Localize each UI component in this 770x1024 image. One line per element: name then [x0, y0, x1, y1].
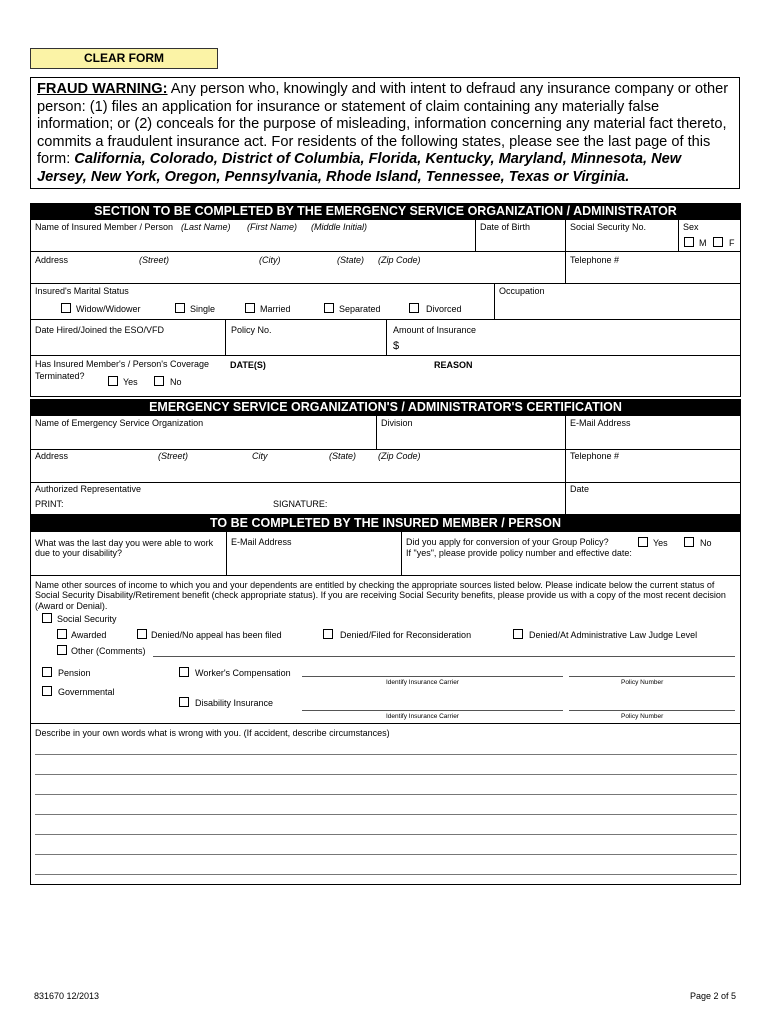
disability-ins-checkbox[interactable] [179, 697, 189, 707]
org-zip-label: (Zip Code) [378, 451, 421, 461]
address-label: Address [35, 255, 69, 265]
single-label: Single [190, 304, 216, 314]
workers-comp-carrier-line[interactable] [302, 676, 563, 677]
divider [565, 482, 566, 515]
page-number: Page 2 of 5 [690, 991, 737, 1001]
first-name-label: (First Name) [247, 222, 297, 232]
occupation-label: Occupation [499, 286, 545, 296]
state-label: (State) [337, 255, 365, 265]
org-city-label: City [252, 451, 268, 461]
print-label: PRINT: [35, 499, 64, 509]
section2-title: EMERGENCY SERVICE ORGANIZATION'S / ADMINISTRATOR'S CERTIFICATION [30, 399, 741, 415]
other-checkbox[interactable] [57, 645, 67, 655]
workers-comp-policy-line[interactable] [569, 676, 735, 677]
other-comments-line[interactable] [153, 656, 735, 657]
org-email-label: E-Mail Address [570, 418, 631, 428]
divider [30, 449, 741, 450]
divider [225, 319, 226, 355]
dob-label: Date of Birth [480, 222, 531, 232]
clear-form-button[interactable]: CLEAR FORM [30, 48, 218, 69]
divider [565, 219, 566, 251]
divider [386, 319, 387, 355]
describe-line[interactable] [35, 854, 737, 855]
disability-ins-label: Disability Insurance [195, 698, 274, 708]
sex-f-label: F [729, 238, 735, 248]
telephone-label: Telephone # [570, 255, 620, 265]
workers-comp-checkbox[interactable] [179, 667, 189, 677]
widow-checkbox[interactable] [61, 303, 71, 313]
denied-recon-checkbox[interactable] [323, 629, 333, 639]
org-address-label: Address [35, 451, 69, 461]
form-id: 831670 12/2013 [34, 991, 100, 1001]
policy-no-label: Policy No. [231, 325, 272, 335]
income-instructions: Name other sources of income to which you and your dependents are entitled by checking the appropriate sources listed below. Please indicate below the current status of Social Security Disability/Retirement benefit (check appropriate status). If you are receiving Social Security benefits, please provide us with a copy of the most recent decision (Award or Denial). [35, 580, 726, 611]
divider [30, 355, 741, 356]
widow-label: Widow/Widower [76, 304, 141, 314]
divorced-checkbox[interactable] [409, 303, 419, 313]
sex-m-label: M [699, 238, 707, 248]
street-label: (Street) [139, 255, 170, 265]
describe-line[interactable] [35, 754, 737, 755]
division-label: Division [381, 418, 413, 428]
workers-comp-label: Worker's Compensation [195, 668, 291, 678]
divider [30, 251, 741, 252]
auth-rep-label: Authorized Representative [35, 484, 142, 494]
city-label: (City) [259, 255, 281, 265]
date-hired-label: Date Hired/Joined the ESO/VFD [35, 325, 165, 335]
conversion-yes-checkbox[interactable] [638, 537, 648, 547]
section3-title: TO BE COMPLETED BY THE INSURED MEMBER / PERSON [30, 515, 741, 531]
divider [30, 575, 741, 576]
denied-recon-label: Denied/Filed for Reconsideration [340, 630, 472, 640]
awarded-checkbox[interactable] [57, 629, 67, 639]
reason-label: REASON [434, 360, 473, 370]
social-security-label: Social Security [57, 614, 117, 624]
describe-line[interactable] [35, 814, 737, 815]
terminated-no-checkbox[interactable] [154, 376, 164, 386]
divider [678, 219, 679, 251]
sex-label: Sex [683, 222, 699, 232]
fraud-warning [30, 77, 740, 189]
org-name-label: Name of Emergency Service Organization [35, 418, 204, 428]
governmental-checkbox[interactable] [42, 686, 52, 696]
terminated-label: Terminated? [35, 371, 85, 381]
divider [30, 283, 741, 284]
fraud-warning-states: California, Colorado, District of Columbia, Florida, Kentucky, Maryland, Minnesota, New Jersey, New York, Oregon, Pennsylvania, Rhode Island, Tennessee, Texas or Virginia. [37, 151, 682, 185]
signature-label: SIGNATURE: [273, 499, 328, 509]
divider [376, 415, 377, 449]
dollar-sign: $ [393, 340, 400, 352]
pension-checkbox[interactable] [42, 667, 52, 677]
awarded-label: Awarded [71, 630, 107, 640]
member-email-label: E-Mail Address [231, 537, 292, 547]
other-label: Other (Comments) [71, 646, 146, 656]
married-checkbox[interactable] [245, 303, 255, 313]
terminated-yes-label: Yes [123, 377, 138, 387]
divider [565, 415, 566, 449]
disability-policy-caption: Policy Number [621, 713, 664, 720]
coverage-question: Has Insured Member's / Person's Coverage [35, 359, 210, 369]
conversion-question: Did you apply for conversion of your Group Policy? [406, 537, 609, 547]
zip-label: (Zip Code) [378, 255, 421, 265]
divider [226, 531, 227, 575]
org-street-label: (Street) [158, 451, 189, 461]
ssn-label: Social Security No. [570, 222, 647, 232]
conversion-no-label: No [700, 538, 712, 548]
insured-name-label: Name of Insured Member / Person [35, 222, 174, 232]
last-day-label: What was the last day you were able to work [35, 538, 214, 548]
conversion-no-checkbox[interactable] [684, 537, 694, 547]
middle-initial-label: (Middle Initial) [311, 222, 368, 232]
cert-date-label: Date [570, 484, 590, 494]
married-label: Married [260, 304, 291, 314]
describe-line[interactable] [35, 834, 737, 835]
terminated-yes-checkbox[interactable] [108, 376, 118, 386]
conversion-yes-label: Yes [653, 538, 668, 548]
pension-label: Pension [58, 668, 91, 678]
last-day-label-2: due to your disability? [35, 548, 123, 558]
fraud-warning-heading: FRAUD WARNING: [37, 81, 168, 97]
separated-label: Separated [339, 304, 381, 314]
separated-checkbox[interactable] [324, 303, 334, 313]
divider [475, 219, 476, 251]
divider [565, 449, 566, 482]
last-name-label: (Last Name) [181, 222, 231, 232]
sex-f-checkbox[interactable] [713, 237, 723, 247]
divider [494, 283, 495, 319]
describe-line[interactable] [35, 774, 737, 775]
divider [30, 723, 741, 724]
divorced-label: Divorced [426, 304, 462, 314]
social-security-checkbox[interactable] [42, 613, 52, 623]
conversion-note: If "yes", please provide policy number and effective date: [406, 548, 632, 558]
describe-line[interactable] [35, 794, 737, 795]
disability-carrier-line[interactable] [302, 710, 563, 711]
marital-status-label: Insured's Marital Status [35, 286, 129, 296]
terminated-no-label: No [170, 377, 182, 387]
denied-alj-label: Denied/At Administrative Law Judge Level [529, 630, 698, 640]
org-telephone-label: Telephone # [570, 451, 620, 461]
describe-label: Describe in your own words what is wrong with you. (If accident, describe circumstances) [35, 728, 390, 738]
section2-box [30, 415, 741, 515]
divider [401, 531, 402, 575]
disability-carrier-caption: Identify Insurance Carrier [386, 713, 459, 720]
org-state-label: (State) [329, 451, 357, 461]
single-checkbox[interactable] [175, 303, 185, 313]
governmental-label: Governmental [58, 687, 115, 697]
describe-line[interactable] [35, 874, 737, 875]
disability-policy-line[interactable] [569, 710, 735, 711]
sex-m-checkbox[interactable] [684, 237, 694, 247]
workers-comp-policy-caption: Policy Number [621, 679, 664, 686]
denied-appeal-checkbox[interactable] [137, 629, 147, 639]
dates-label: DATE(S) [230, 360, 266, 370]
amount-label: Amount of Insurance [393, 325, 477, 335]
fraud-warning-body: Any person who, knowingly and with intent to defraud any insurance company or other person: (1) files an application for insurance or statement of claim containing any materially false information; or (2) conceals for the purpose of misleading, information concerning any material fact thereto, commits a fraudulent insurance act. For residents of the following states, please see the last page of this form: [37, 81, 729, 168]
divider [565, 251, 566, 283]
section1-title: SECTION TO BE COMPLETED BY THE EMERGENCY SERVICE ORGANIZATION / ADMINISTRATOR [30, 203, 741, 219]
workers-comp-carrier-caption: Identify Insurance Carrier [386, 679, 459, 686]
denied-appeal-label: Denied/No appeal has been filed [151, 630, 282, 640]
denied-alj-checkbox[interactable] [513, 629, 523, 639]
divider [30, 482, 741, 483]
